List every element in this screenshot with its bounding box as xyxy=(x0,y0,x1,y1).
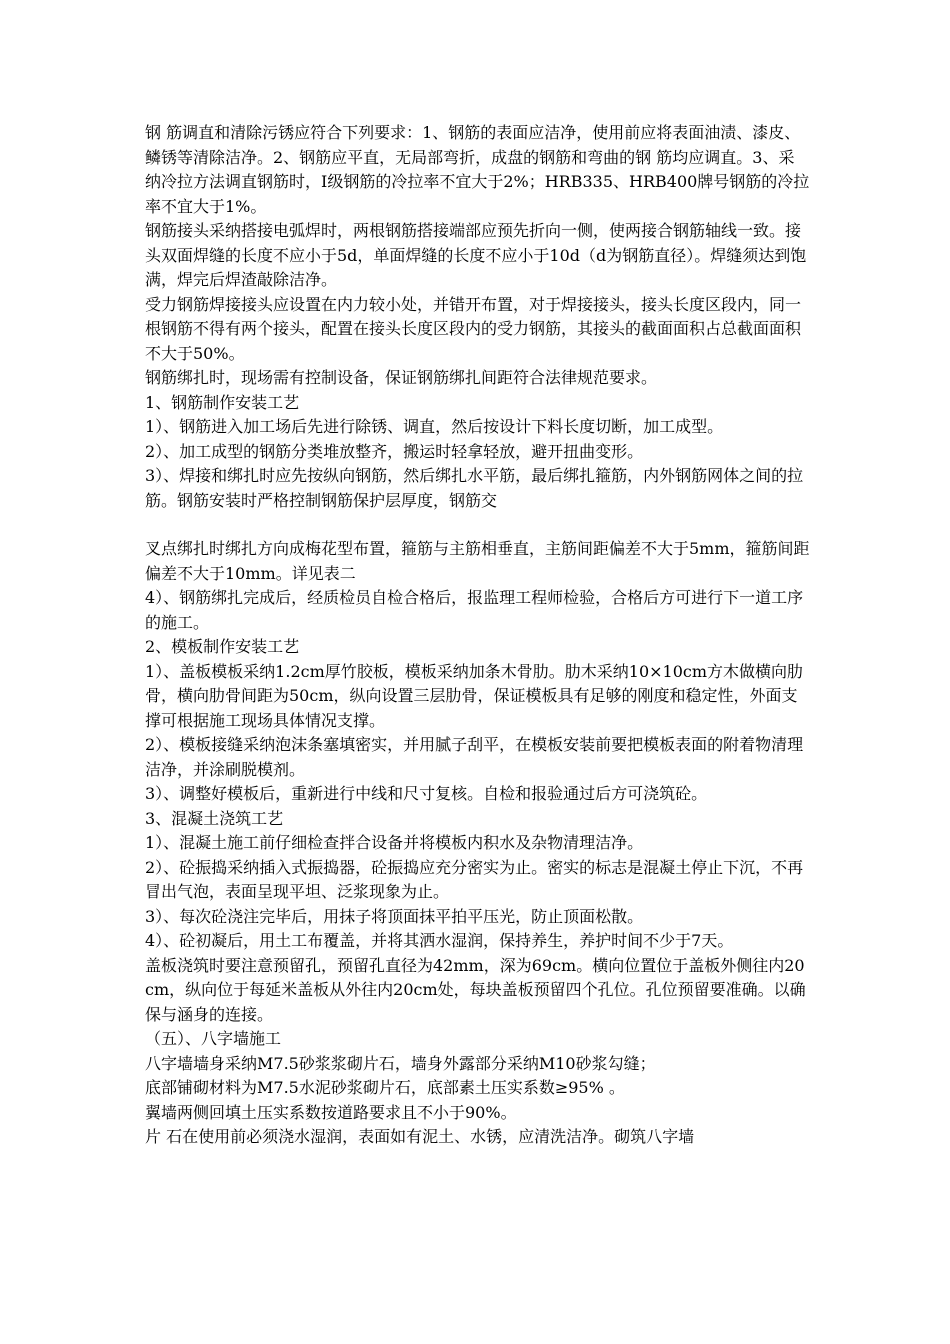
heading-concrete-process: 3、混凝土浇筑工艺 xyxy=(145,808,284,828)
paragraph-weld-joints: 受力钢筋焊接接头应设置在内力较小处，并错开布置，对于焊接接头，接头长度区段内，同一根钢筋不得有两个接头，配置在接头长度区段内的受力钢筋，其接头的截面面积占总截面面积不大于50%。 xyxy=(145,294,802,363)
document-body xyxy=(145,121,810,1150)
list-item: 1）、盖板模板采纳1.2cm厚竹胶板，模板采纳加条木骨肋。肋木采纳10×10cm方木做横向肋骨，横向肋骨间距为50cm，纵向设置三层肋骨，保证模板具有足够的刚度和稳定性，外面支撑可根据施工现场具体情况支撑。 xyxy=(145,661,804,730)
paragraph-stone-prep: 片 石在使用前必须浇水湿润，表面如有泥土、水锈，应清洗洁净。砌筑八字墙 xyxy=(145,1127,695,1146)
list-item: 1）、混凝土施工前仔细检查拌合设备并将模板内积水及杂物清理洁净。 xyxy=(145,833,644,852)
paragraph-rebar-straightening: 钢 筋调直和清除污锈应符合下列要求：1、钢筋的表面应洁净，使用前应将表面油渍、漆皮、鳞锈等清除洁净。2、钢筋应平直，无局部弯折，成盘的钢筋和弯曲的钢 筋均应调直。3、采纳冷拉方法调直钢筋时，I级钢筋的冷拉率不宜大于2%；HRB335、HRB400牌号钢筋的冷拉率不宜大于1%。 xyxy=(145,123,810,216)
paragraph-continuation: 叉点绑扎时绑扎方向成梅花型布置，箍筋与主筋相垂直，主筋间距偏差不大于5mm，箍筋间距偏差不大于10mm。详见表二 xyxy=(145,539,810,583)
paragraph-backfill: 翼墙两侧回填土压实系数按道路要求且不小于90%。 xyxy=(145,1102,517,1122)
heading-rebar-process: 1、钢筋制作安装工艺 xyxy=(145,392,300,412)
list-item: 3）、焊接和绑扎时应先按纵向钢筋，然后绑扎水平筋，最后绑扎箍筋，内外钢筋网体之间的拉筋。钢筋安装时严格控制钢筋保护层厚度，钢筋交 xyxy=(145,466,804,510)
list-item: 1）、钢筋进入加工场后先进行除锈、调直，然后按设计下料长度切断，加工成型。 xyxy=(145,417,724,436)
list-item: 3）、调整好模板后，重新进行中线和尺寸复核。自检和报验通过后方可浇筑砼。 xyxy=(145,784,708,803)
heading-wingwall: （五）、八字墙施工 xyxy=(145,1029,282,1048)
paragraph-reserved-holes: 盖板浇筑时要注意预留孔，预留孔直径为42mm，深为69cm。横向位置位于盖板外侧往内20cm，纵向位于每延米盖板从外往内20cm处，每块盖板预留四个孔位。孔位预留要准确。以确保与涵身的连接。 xyxy=(145,955,806,1024)
list-item: 2）、加工成型的钢筋分类堆放整齐，搬运时轻拿轻放，避开扭曲变形。 xyxy=(145,441,644,461)
heading-formwork-process: 2、模板制作安装工艺 xyxy=(145,637,300,656)
list-item: 4）、砼初凝后，用土工布覆盖，并将其洒水湿润，保持养生，养护时间不少于7天。 xyxy=(145,931,734,950)
paragraph-wingwall-body: 八字墙墙身采纳M7.5砂浆浆砌片石，墙身外露部分采纳M10砂浆勾缝； xyxy=(145,1053,656,1073)
paragraph-wingwall-base: 底部铺砌材料为M7.5水泥砂浆砌片石，底部素土压实系数≥95% 。 xyxy=(145,1078,625,1097)
list-item: 3）、每次砼浇注完毕后，用抹子将顶面抹平拍平压光，防止顶面松散。 xyxy=(145,906,644,926)
page-break-gap xyxy=(145,513,810,537)
paragraph-rebar-binding: 钢筋绑扎时，现场需有控制设备，保证钢筋绑扎间距符合法律规范要求。 xyxy=(145,368,658,387)
list-item: 4）、钢筋绑扎完成后，经质检员自检合格后，报监理工程师检验，合格后方可进行下一道工序的施工。 xyxy=(145,588,804,632)
list-item: 2）、砼振捣采纳插入式振捣器，砼振捣应充分密实为止。密实的标志是混凝土停止下沉，不再冒出气泡，表面呈现平坦、泛浆现象为止。 xyxy=(145,857,804,901)
paragraph-rebar-welding: 钢筋接头采纳搭接电弧焊时，两根钢筋搭接端部应预先折向一侧，使两接合钢筋轴线一致。接头双面焊缝的长度不应小于5d，单面焊缝的长度不应小于10d（d为钢筋直径）。焊缝须达到饱满，焊完后焊渣敲除洁净。 xyxy=(145,221,807,289)
list-item: 2）、模板接缝采纳泡沫条塞填密实，并用腻子刮平，在模板安装前要把模板表面的附着物清理洁净，并涂刷脱模剂。 xyxy=(145,735,804,779)
